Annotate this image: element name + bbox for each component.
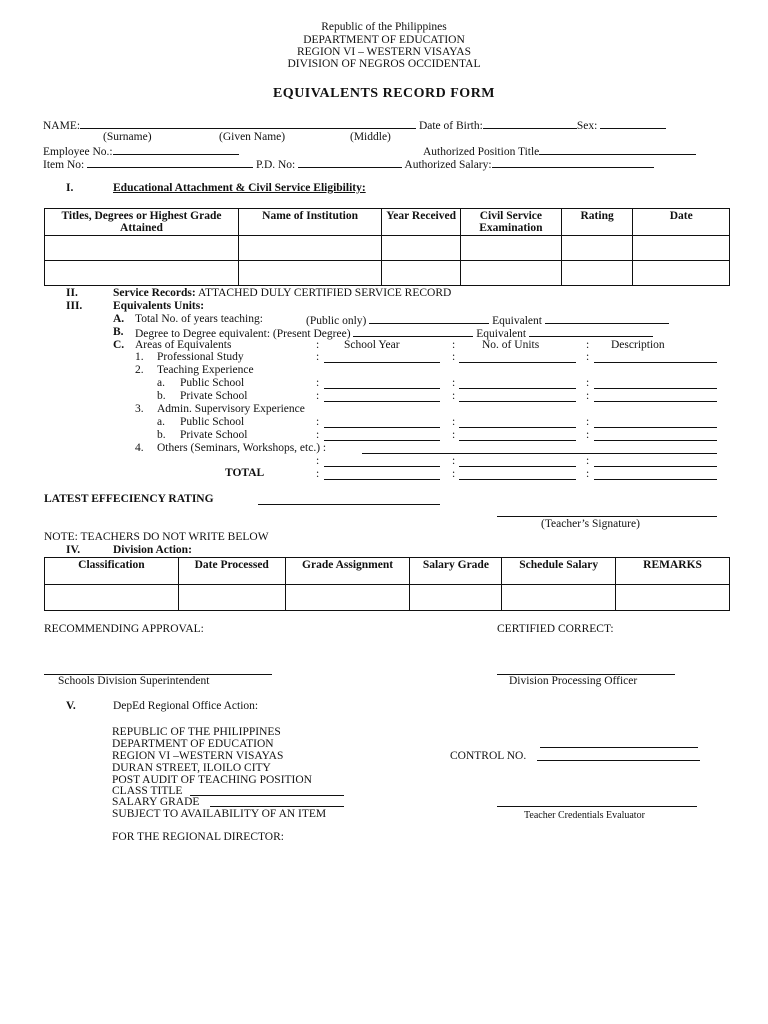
item-c-letter: C.	[113, 339, 125, 351]
colon: :	[316, 468, 320, 480]
col-date-processed: Date Processed	[178, 558, 285, 585]
equivalent-b-field[interactable]	[529, 326, 653, 337]
service-records-label: Service Records:	[113, 287, 196, 299]
service-records-row	[113, 287, 451, 300]
table-cell[interactable]	[238, 236, 381, 261]
salary-grade-field[interactable]	[210, 806, 344, 807]
division-action-header	[45, 558, 730, 585]
regional-director-label: FOR THE REGIONAL DIRECTOR:	[112, 831, 284, 843]
evaluator-signature-line[interactable]	[497, 806, 697, 807]
subject-to-availability: SUBJECT TO AVAILABILITY OF AN ITEM	[112, 808, 327, 820]
section-3-number: III.	[66, 300, 83, 312]
section-3-title: Equivalents Units:	[113, 300, 205, 312]
item-3b-letter: b.	[157, 429, 166, 441]
table-cell[interactable]	[633, 261, 730, 286]
col-year-received: Year Received	[382, 209, 461, 236]
regional-address: DURAN STREET, ILOILO CITY	[112, 762, 271, 774]
section-4-number: IV.	[66, 544, 81, 556]
evaluator-caption: Teacher Credentials Evaluator	[524, 810, 645, 821]
table-cell[interactable]	[178, 585, 285, 611]
table-cell[interactable]	[461, 261, 562, 286]
table-cell[interactable]	[45, 585, 179, 611]
item-2a-letter: a.	[157, 377, 165, 389]
recommending-approval-label: RECOMMENDING APPROVAL:	[44, 623, 204, 635]
teaching-public-year-field[interactable]	[324, 388, 440, 389]
regional-republic: REPUBLIC OF THE PHILIPPINES	[112, 726, 281, 738]
degree-field[interactable]	[353, 326, 473, 337]
equivalent-b-label: Equivalent	[476, 328, 527, 340]
employee-no-field[interactable]	[113, 144, 239, 155]
colon: :	[586, 416, 590, 428]
admin-public-units-field[interactable]	[459, 427, 576, 428]
teaching-experience-label: Teaching Experience	[157, 364, 254, 376]
regional-region: REGION VI –WESTERN VISAYAS	[112, 750, 284, 762]
control-no-line-top[interactable]	[540, 747, 698, 748]
teaching-public-units-field[interactable]	[459, 388, 576, 389]
colon: :	[452, 339, 456, 351]
total-years-label: Total No. of years teaching:	[135, 313, 263, 325]
total-label: TOTAL	[225, 467, 265, 479]
item-2b-letter: b.	[157, 390, 166, 402]
table-cell[interactable]	[561, 236, 633, 261]
admin-public-desc-field[interactable]	[594, 427, 717, 428]
section-2-number: II.	[66, 287, 78, 299]
table-cell[interactable]	[382, 236, 461, 261]
item-no-label: Item No:	[43, 159, 85, 171]
pd-no-label: P.D. No:	[255, 159, 296, 171]
colon: :	[586, 339, 590, 351]
col-salary-grade: Salary Grade	[410, 558, 502, 585]
sex-field[interactable]	[600, 118, 666, 129]
teaching-public-desc-field[interactable]	[594, 388, 717, 389]
form-title: EQUIVALENTS RECORD FORM	[272, 86, 496, 101]
table-cell[interactable]	[382, 261, 461, 286]
section-1-title: Educational Attachment & Civil Service Eligibility:	[113, 182, 366, 194]
section-5-title: DepEd Regional Office Action:	[113, 700, 259, 712]
surname-caption: (Surname)	[103, 131, 152, 143]
colon: :	[452, 468, 456, 480]
admin-private-year-field[interactable]	[324, 440, 440, 441]
table-cell[interactable]	[561, 261, 633, 286]
colon: :	[316, 377, 320, 389]
table-row	[45, 261, 730, 286]
table-row	[45, 585, 730, 611]
superintendent-caption: Schools Division Superintendent	[58, 675, 210, 687]
colon: :	[586, 429, 590, 441]
pd-no-field[interactable]	[298, 157, 402, 168]
teaching-private-units-field[interactable]	[459, 401, 576, 402]
colon: :	[316, 351, 320, 363]
col-civil-service: Civil Service Examination	[461, 209, 562, 236]
efficiency-rating-field[interactable]	[258, 504, 440, 505]
admin-private-desc-field[interactable]	[594, 440, 717, 441]
admin-private-label: Private School	[180, 429, 248, 441]
colon: :	[452, 416, 456, 428]
col-remarks: REMARKS	[616, 558, 730, 585]
item-a-letter: A.	[113, 313, 125, 325]
table-cell[interactable]	[285, 585, 410, 611]
table-cell[interactable]	[616, 585, 730, 611]
control-no-field[interactable]	[537, 760, 700, 761]
position-title-field[interactable]	[539, 144, 696, 155]
col-date: Date	[633, 209, 730, 236]
admin-public-label: Public School	[180, 416, 245, 428]
item-3a-letter: a.	[157, 416, 165, 428]
header-division: DIVISION OF NEGROS OCCIDENTAL	[287, 58, 481, 70]
item-3-number: 3.	[135, 403, 144, 415]
education-table-header	[45, 209, 730, 236]
professional-school-year-field[interactable]	[324, 362, 440, 363]
colon: :	[452, 351, 456, 363]
teacher-signature-caption: (Teacher’s Signature)	[541, 518, 640, 530]
certified-correct-label: CERTIFIED CORRECT:	[497, 623, 614, 635]
col-titles: Titles, Degrees or Highest Grade Attained	[45, 209, 239, 236]
table-cell[interactable]	[461, 236, 562, 261]
others-label: Others (Seminars, Workshops, etc.) :	[157, 442, 327, 454]
sex-label: Sex:	[576, 120, 598, 132]
admin-private-units-field[interactable]	[459, 440, 576, 441]
professional-description-field[interactable]	[594, 362, 717, 363]
section-1-number: I.	[66, 182, 74, 194]
table-cell[interactable]	[45, 236, 239, 261]
others-desc-field[interactable]	[594, 466, 717, 467]
colon: :	[316, 390, 320, 402]
others-field[interactable]	[362, 453, 717, 454]
col-schedule-salary: Schedule Salary	[502, 558, 616, 585]
equivalent-a-field[interactable]	[545, 313, 669, 324]
teaching-private-desc-field[interactable]	[594, 401, 717, 402]
degree-equivalent-label: Degree to Degree equivalent: (Present Degree)	[135, 328, 351, 340]
admin-public-year-field[interactable]	[324, 427, 440, 428]
processing-officer-caption: Division Processing Officer	[509, 675, 638, 687]
service-records-value: ATTACHED DULY CERTIFIED SERVICE RECORD	[197, 287, 452, 299]
table-cell[interactable]	[238, 261, 381, 286]
others-year-field[interactable]	[324, 466, 440, 467]
equivalent-a-label: Equivalent	[492, 315, 542, 327]
areas-of-equivalents: Areas of Equivalents	[135, 339, 232, 351]
dob-label: Date of Birth:	[418, 120, 483, 132]
item-2-number: 2.	[135, 364, 144, 376]
teaching-private-label: Private School	[180, 390, 248, 402]
division-action-table	[44, 557, 730, 611]
item-no-row	[43, 157, 654, 172]
section-4-title: Division Action:	[113, 544, 192, 556]
class-title-label: CLASS TITLE	[112, 785, 183, 797]
col-no-of-units: No. of Units	[482, 339, 540, 351]
efficiency-rating-label: LATEST EFFECIENCY RATING	[44, 493, 214, 505]
given-name-caption: (Given Name)	[219, 131, 286, 143]
header-department: DEPARTMENT OF EDUCATION	[303, 34, 465, 46]
item-1-number: 1.	[135, 351, 144, 363]
col-grade-assignment: Grade Assignment	[285, 558, 410, 585]
total-year-field[interactable]	[324, 479, 440, 480]
salary-grade-label: SALARY GRADE	[112, 796, 200, 808]
public-only-label: (Public only)	[306, 315, 367, 327]
colon: :	[452, 390, 456, 402]
colon: :	[316, 429, 320, 441]
admin-experience-label: Admin. Supervisory Experience	[157, 403, 305, 415]
colon: :	[452, 429, 456, 441]
section-5-number: V.	[66, 700, 76, 712]
table-cell[interactable]	[45, 261, 239, 286]
professional-units-field[interactable]	[459, 362, 576, 363]
header-republic: Republic of the Philippines	[321, 21, 447, 33]
colon: :	[452, 377, 456, 389]
colon: :	[586, 390, 590, 402]
control-no-label: CONTROL NO.	[450, 750, 527, 762]
colon: :	[586, 377, 590, 389]
education-table	[44, 208, 730, 286]
years-teaching-field[interactable]	[369, 313, 489, 324]
table-cell[interactable]	[502, 585, 616, 611]
teaching-private-year-field[interactable]	[324, 401, 440, 402]
col-rating: Rating	[561, 209, 633, 236]
name-field[interactable]	[80, 118, 416, 129]
total-desc-field[interactable]	[594, 479, 717, 480]
colon: :	[586, 468, 590, 480]
authorized-salary-field[interactable]	[492, 157, 654, 168]
table-row	[45, 236, 730, 261]
name-label: NAME:	[43, 120, 81, 132]
position-title-label: Authorized Position Title	[423, 146, 540, 158]
col-institution: Name of Institution	[238, 209, 381, 236]
professional-study-label: Professional Study	[157, 351, 244, 363]
col-description: Description	[611, 339, 665, 351]
colon: :	[586, 351, 590, 363]
colon: :	[586, 455, 590, 467]
col-classification: Classification	[45, 558, 179, 585]
colon: :	[316, 455, 320, 467]
teaching-public-label: Public School	[180, 377, 245, 389]
table-cell[interactable]	[410, 585, 502, 611]
middle-caption: (Middle)	[350, 131, 391, 143]
post-audit-label: POST AUDIT OF TEACHING POSITION	[112, 774, 312, 786]
regional-department: DEPARTMENT OF EDUCATION	[112, 738, 274, 750]
colon: :	[316, 416, 320, 428]
note-text: NOTE: TEACHERS DO NOT WRITE BELOW	[44, 531, 269, 543]
colon: :	[452, 455, 456, 467]
dob-field[interactable]	[483, 118, 577, 129]
header-region: REGION VI – WESTERN VISAYAS	[296, 46, 471, 58]
item-4-number: 4.	[135, 442, 144, 454]
teacher-signature-line[interactable]	[497, 516, 717, 517]
item-b-letter: B.	[113, 326, 124, 338]
employee-no-label: Employee No.:	[43, 146, 113, 158]
colon: :	[316, 339, 320, 351]
class-title-field[interactable]	[190, 795, 344, 796]
table-cell[interactable]	[633, 236, 730, 261]
authorized-salary-label: Authorized Salary:	[404, 159, 492, 171]
total-units-field[interactable]	[459, 479, 576, 480]
col-school-year: School Year	[344, 339, 400, 351]
item-no-field[interactable]	[87, 157, 253, 168]
others-units-field[interactable]	[459, 466, 576, 467]
